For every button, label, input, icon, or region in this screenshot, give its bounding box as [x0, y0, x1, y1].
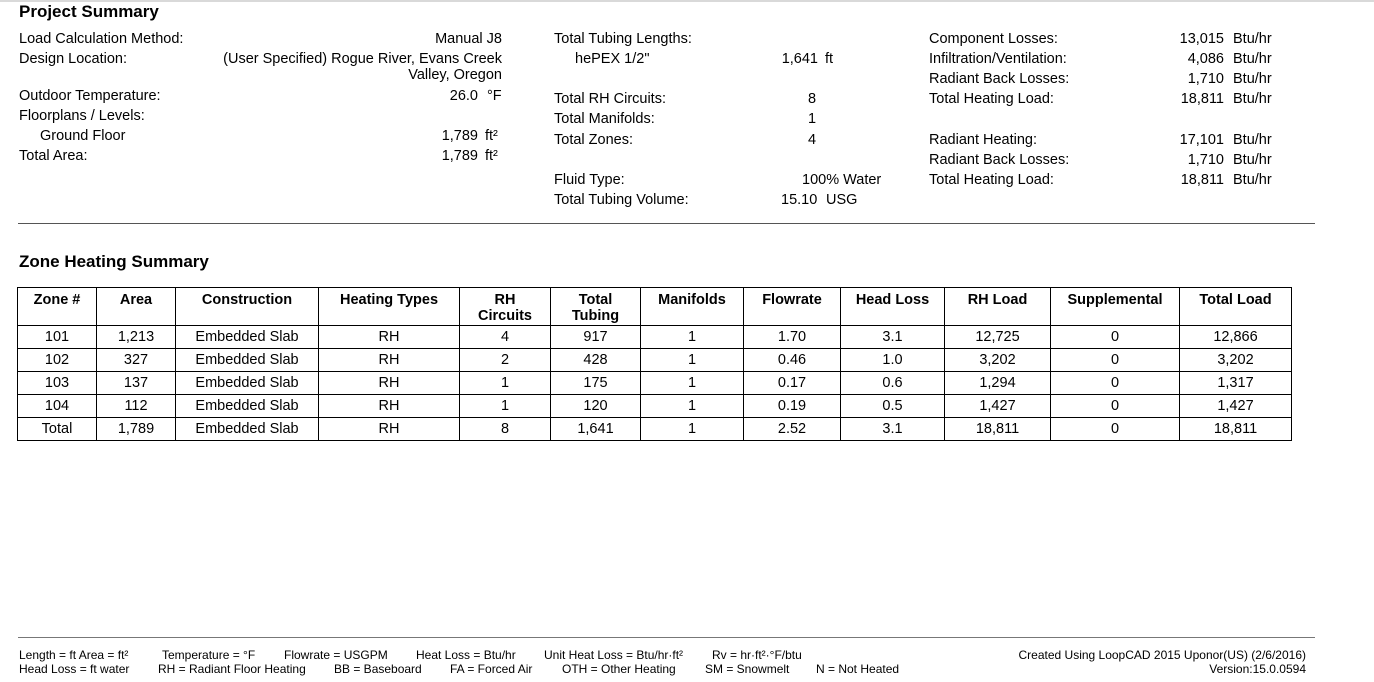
outdoor-temp-label: Outdoor Temperature: — [19, 88, 161, 104]
table-cell: 112 — [97, 395, 176, 418]
table-cell: 0 — [1051, 349, 1180, 372]
table-cell: 3.1 — [841, 326, 945, 349]
created-by: Created Using LoopCAD 2015 Uponor(US) (2/6/2016) — [1018, 648, 1306, 662]
table-cell: 1 — [641, 395, 744, 418]
table-cell: 0.6 — [841, 372, 945, 395]
table-cell: 1 — [641, 418, 744, 441]
ground-floor-label: Ground Floor — [40, 128, 126, 144]
table-cell: RH — [319, 372, 460, 395]
table-cell: 137 — [97, 372, 176, 395]
table-cell: 327 — [97, 349, 176, 372]
table-cell: 2.52 — [744, 418, 841, 441]
design-location-line2: Valley, Oregon — [408, 67, 502, 83]
component-losses-unit: Btu/hr — [1233, 31, 1272, 47]
header-manifolds: Manifolds — [641, 288, 744, 326]
legend-bb: BB = Baseboard — [334, 662, 422, 676]
legend-flowrate: Flowrate = USGPM — [284, 648, 388, 662]
table-cell: 3,202 — [1180, 349, 1292, 372]
legend-sm: SM = Snowmelt — [705, 662, 790, 676]
table-cell: 1,213 — [97, 326, 176, 349]
total-heating-load-2-unit: Btu/hr — [1233, 172, 1272, 188]
fluid-type-label: Fluid Type: — [554, 172, 625, 188]
total-area-value: 1,789 — [441, 148, 478, 164]
table-cell: 1,427 — [1180, 395, 1292, 418]
legend-head-loss: Head Loss = ft water — [19, 662, 130, 676]
header-head-loss: Head Loss — [841, 288, 945, 326]
outdoor-temp-unit: °F — [487, 88, 502, 104]
infiltration-value: 4,086 — [1187, 51, 1224, 67]
header-heating-types: Heating Types — [319, 288, 460, 326]
table-cell: RH — [319, 326, 460, 349]
table-cell: 1,427 — [945, 395, 1051, 418]
total-heating-load-2-label: Total Heating Load: — [929, 172, 1054, 188]
table-cell: 1,789 — [97, 418, 176, 441]
radiant-heating-label: Radiant Heating: — [929, 132, 1038, 148]
total-heating-load-2-value: 18,811 — [1180, 172, 1224, 188]
table-cell: 4 — [460, 326, 551, 349]
infiltration-label: Infiltration/Ventilation: — [929, 51, 1067, 67]
footer-divider — [18, 637, 1315, 638]
floorplans-label: Floorplans / Levels: — [19, 108, 145, 124]
table-row — [18, 395, 1292, 418]
table-cell: 917 — [551, 326, 641, 349]
header-flowrate: Flowrate — [744, 288, 841, 326]
design-location-label: Design Location: — [19, 51, 128, 67]
table-cell: 0.46 — [744, 349, 841, 372]
table-total-row — [18, 418, 1292, 441]
tubing-length-unit: ft — [825, 51, 834, 67]
total-area-label: Total Area: — [19, 148, 88, 164]
tubing-item: hePEX 1/2" — [575, 51, 650, 67]
table-cell: 0 — [1051, 418, 1180, 441]
rh-circuits-value: 8 — [808, 91, 817, 107]
load-calc-method-value: Manual J8 — [435, 31, 502, 47]
radiant-back-losses-1-label: Radiant Back Losses: — [929, 71, 1070, 87]
table-cell: 102 — [18, 349, 97, 372]
table-cell: 1,641 — [551, 418, 641, 441]
table-row — [18, 372, 1292, 395]
table-cell: 1 — [641, 372, 744, 395]
legend-temperature: Temperature = °F — [162, 648, 256, 662]
design-location-line1: (User Specified) Rogue River, Evans Creek — [223, 51, 502, 67]
table-cell: Embedded Slab — [176, 349, 319, 372]
tubing-volume-value: 15.10 — [781, 192, 818, 208]
zones-label: Total Zones: — [554, 132, 633, 148]
legend-unit-heat-loss: Unit Heat Loss = Btu/hr·ft² — [544, 648, 684, 662]
section-divider — [18, 223, 1315, 224]
table-cell: 1.0 — [841, 349, 945, 372]
manifolds-value: 1 — [808, 111, 817, 127]
table-cell: 1,317 — [1180, 372, 1292, 395]
table-cell: 18,811 — [945, 418, 1051, 441]
component-losses-label: Component Losses: — [929, 31, 1058, 47]
table-cell: 0 — [1051, 395, 1180, 418]
table-cell: 1 — [460, 372, 551, 395]
radiant-back-losses-1-value: 1,710 — [1187, 71, 1224, 87]
header-total-tubing: Total Tubing — [551, 288, 641, 326]
table-cell: 12,866 — [1180, 326, 1292, 349]
infiltration-unit: Btu/hr — [1233, 51, 1272, 67]
table-cell: 103 — [18, 372, 97, 395]
component-losses-value: 13,015 — [1179, 31, 1224, 47]
table-cell: Embedded Slab — [176, 372, 319, 395]
table-cell: RH — [319, 418, 460, 441]
ground-floor-unit: ft² — [485, 128, 498, 144]
tubing-volume-unit: USG — [826, 192, 858, 208]
legend-rv: Rv = hr·ft²·°F/btu — [712, 648, 802, 662]
fluid-type-value: 100% Water — [802, 172, 882, 188]
table-cell: Embedded Slab — [176, 418, 319, 441]
table-cell: RH — [319, 395, 460, 418]
top-border — [0, 0, 1374, 2]
table-row — [18, 349, 1292, 372]
table-cell: 3,202 — [945, 349, 1051, 372]
header-rh-load: RH Load — [945, 288, 1051, 326]
table-header-row — [18, 288, 1292, 326]
table-cell: 12,725 — [945, 326, 1051, 349]
table-cell: 3.1 — [841, 418, 945, 441]
table-cell: 175 — [551, 372, 641, 395]
header-zone: Zone # — [18, 288, 97, 326]
load-calc-method-label: Load Calculation Method: — [19, 31, 184, 47]
radiant-back-losses-2-value: 1,710 — [1187, 152, 1224, 168]
table-cell: Total — [18, 418, 97, 441]
table-cell: 0.5 — [841, 395, 945, 418]
total-heating-load-1-label: Total Heating Load: — [929, 91, 1054, 107]
header-supplemental: Supplemental — [1051, 288, 1180, 326]
table-cell: 1 — [641, 326, 744, 349]
ground-floor-value: 1,789 — [441, 128, 478, 144]
table-cell: 0 — [1051, 326, 1180, 349]
table-cell: 0.17 — [744, 372, 841, 395]
legend-heat-loss: Heat Loss = Btu/hr — [416, 648, 516, 662]
legend-n: N = Not Heated — [816, 662, 900, 676]
legend-fa: FA = Forced Air — [450, 662, 533, 676]
manifolds-label: Total Manifolds: — [554, 111, 655, 127]
table-row — [18, 326, 1292, 349]
outdoor-temp-value: 26.0 — [449, 88, 478, 104]
table-cell: 1 — [641, 349, 744, 372]
total-area-unit: ft² — [485, 148, 498, 164]
zone-summary-title: Zone Heating Summary — [19, 252, 209, 271]
tubing-length-value: 1,641 — [781, 51, 818, 67]
legend-rh: RH = Radiant Floor Heating — [158, 662, 306, 676]
tubing-lengths-label: Total Tubing Lengths: — [554, 31, 692, 47]
table-cell: 1 — [460, 395, 551, 418]
radiant-back-losses-2-label: Radiant Back Losses: — [929, 152, 1070, 168]
header-area: Area — [97, 288, 176, 326]
total-heating-load-1-value: 18,811 — [1180, 91, 1224, 107]
table-cell: 18,811 — [1180, 418, 1292, 441]
legend-oth: OTH = Other Heating — [562, 662, 676, 676]
version: Version:15.0.0594 — [1209, 662, 1306, 676]
total-heating-load-1-unit: Btu/hr — [1233, 91, 1272, 107]
table-cell: RH — [319, 349, 460, 372]
header-construction: Construction — [176, 288, 319, 326]
legend-length: Length = ft Area = ft² — [19, 648, 129, 662]
radiant-back-losses-2-unit: Btu/hr — [1233, 152, 1272, 168]
table-cell: 0 — [1051, 372, 1180, 395]
tubing-volume-label: Total Tubing Volume: — [554, 192, 689, 208]
radiant-heating-value: 17,101 — [1179, 132, 1224, 148]
table-cell: Embedded Slab — [176, 326, 319, 349]
zones-value: 4 — [808, 132, 817, 148]
radiant-heating-unit: Btu/hr — [1233, 132, 1272, 148]
project-summary-title: Project Summary — [19, 2, 159, 21]
table-cell: 101 — [18, 326, 97, 349]
rh-circuits-label: Total RH Circuits: — [554, 91, 666, 107]
table-cell: 428 — [551, 349, 641, 372]
radiant-back-losses-1-unit: Btu/hr — [1233, 71, 1272, 87]
table-cell: 0.19 — [744, 395, 841, 418]
table-cell: 8 — [460, 418, 551, 441]
header-rh-circuits: RH Circuits — [460, 288, 551, 326]
table-cell: 104 — [18, 395, 97, 418]
table-cell: 120 — [551, 395, 641, 418]
table-cell: 2 — [460, 349, 551, 372]
table-cell: 1,294 — [945, 372, 1051, 395]
table-cell: Embedded Slab — [176, 395, 319, 418]
table-cell: 1.70 — [744, 326, 841, 349]
zone-heating-table — [17, 287, 1292, 441]
header-total-load: Total Load — [1180, 288, 1292, 326]
